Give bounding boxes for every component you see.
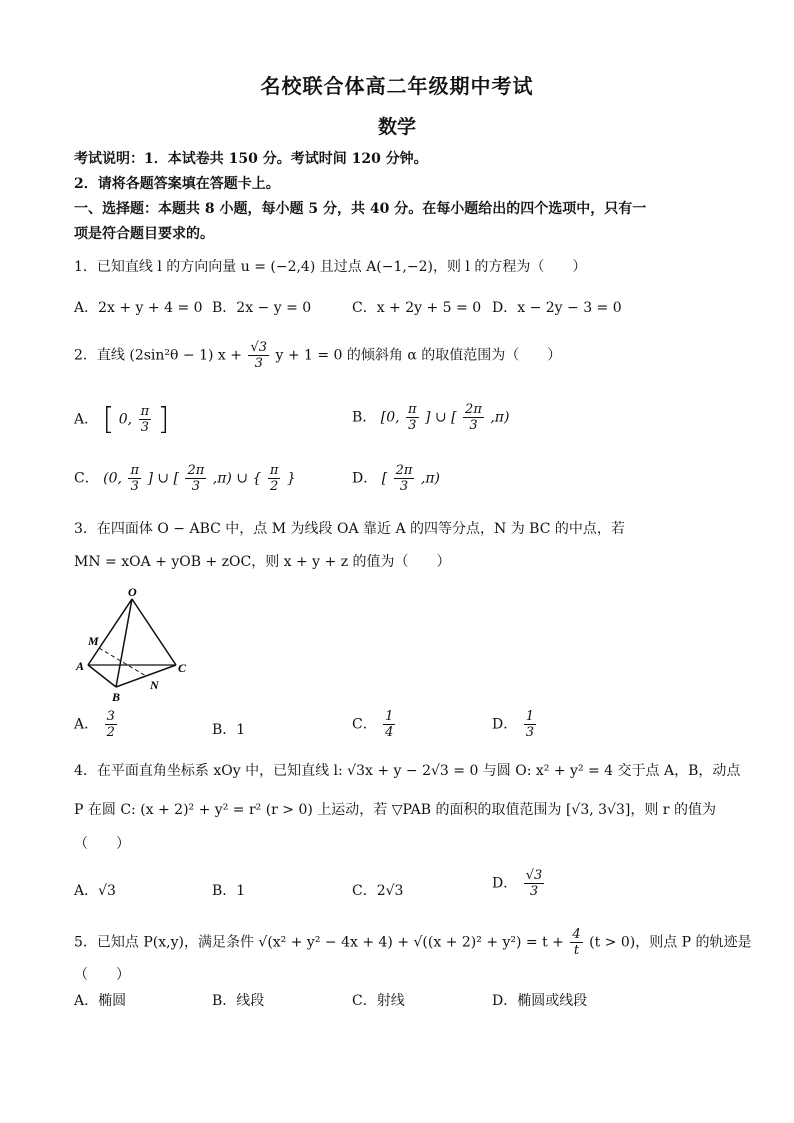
q5-option-c: C．射线: [352, 993, 405, 1009]
q2-option-c-den3: 2: [269, 479, 279, 494]
label-o: O: [128, 585, 137, 599]
q3-option-a-num: 3: [106, 709, 115, 724]
q2-option-a-den: 3: [140, 420, 149, 435]
q5-stem-post: (t > 0)，则点 P 的轨迹是: [589, 934, 752, 951]
q5-option-b: B．线段: [212, 993, 265, 1009]
q3-stem-line-1: 3．在四面体 O − ABC 中，点 M 为线段 OA 靠近 A 的四等分点，N 为 BC 的中点，若: [74, 521, 625, 537]
q5-stem-frac-num: 4: [572, 927, 581, 942]
q2-option-b-label: B．: [352, 409, 377, 426]
q5-stem-pre: 5．已知点 P(x,y)，满足条件 √(x² + y² − 4x + 4) + √((x + 2)² + y²) = t +: [74, 934, 564, 951]
q2-option-c-den1: 3: [130, 479, 139, 494]
q2-option-a: [74, 402, 169, 437]
q3-option-c-frac: [383, 709, 395, 740]
q1-option-c: C．x + 2y + 5 = 0: [352, 300, 482, 316]
q5-stem: [74, 927, 752, 958]
q3-option-d-label: D．: [492, 716, 518, 733]
section-heading-line-1: 一、选择题：本题共 8 小题，每小题 5 分，共 40 分。在每小题给出的四个选项中，只有一: [74, 201, 647, 217]
q3-option-d-num: 1: [525, 709, 534, 724]
q2-stem-frac-num: √3: [250, 340, 267, 355]
exam-subject: 数学: [377, 116, 416, 138]
q4-stem-line-3: （ ）: [74, 836, 130, 852]
q3-option-d-frac: [524, 709, 536, 740]
exam-title: 名校联合体高二年级期中考试: [260, 74, 534, 98]
q3-stem-line-2: MN = xOA + yOB + zOC，则 x + y + z 的值为（ ）: [74, 554, 451, 570]
q3-option-c-label: C．: [352, 716, 377, 733]
label-a: A: [76, 659, 85, 673]
edge-ab: [88, 665, 116, 687]
q4-stem-line-2: P 在圆 C: (x + 2)² + y² = r² (r > 0) 上运动，若 ▽PAB 的面积的取值范围为 [√3, 3√3]，则 r 的值为: [74, 802, 716, 818]
q2-stem-fraction: [248, 340, 269, 371]
q2-option-c-num1: π: [130, 463, 139, 478]
q2-option-b-den1: 3: [408, 418, 417, 433]
q2-option-c-label: C．: [74, 470, 99, 487]
q3-option-a-label: A．: [74, 716, 99, 733]
q4-option-c: C．2√3: [352, 883, 404, 899]
q1-option-b: B．2x − y = 0: [212, 300, 312, 316]
q2-option-b-part3: ,π): [490, 409, 510, 426]
q2-option-d-frac: [394, 463, 415, 494]
label-b: B: [112, 690, 121, 703]
instructions-line-1: 考试说明：1．本试卷共 150 分。考试时间 120 分钟。: [74, 151, 428, 167]
q2-option-a-num: π: [140, 404, 150, 419]
label-n: N: [150, 678, 159, 692]
q3-option-c-den: 4: [385, 725, 394, 740]
q4-option-d-num: √3: [525, 868, 543, 883]
q2-option-c-den2: 3: [191, 479, 201, 494]
edge-oc: [132, 599, 176, 665]
q5-stem-fraction: [570, 927, 582, 958]
q4-option-d-label: D．: [492, 875, 518, 892]
q2-option-d: [352, 463, 440, 494]
q2-option-c-num3: π: [269, 463, 279, 478]
section-heading-line-2: 项是符合题目要求的。: [74, 226, 214, 242]
q1-option-d: D．x − 2y − 3 = 0: [492, 300, 622, 316]
q4-option-a: A．√3: [74, 883, 116, 899]
label-m: M: [88, 634, 99, 648]
q3-option-b: B．1: [212, 722, 246, 738]
q4-stem-line-1: 4．在平面直角坐标系 xOy 中，已知直线 l: √3x + y − 2√3 = 0 与圆 O: x² + y² = 4 交于点 A，B，动点: [74, 763, 741, 779]
q1-option-a: A．2x + y + 4 = 0: [74, 300, 203, 316]
q3-option-a-den: 2: [106, 725, 115, 740]
q3-option-d: [492, 709, 538, 740]
q5-stem-line-2: （ ）: [74, 967, 130, 983]
q5-option-d: D．椭圆或线段: [492, 993, 588, 1009]
q2-stem: [74, 340, 561, 371]
q2-option-c-part3: ,π) ∪ {: [212, 470, 262, 487]
q2-option-c-frac1: [128, 463, 141, 494]
q2-option-a-lbracket: [: [102, 402, 115, 437]
q1-stem: 1．已知直线 l 的方向向量 u = (−2,4) 且过点 A(−1,−2)，则 l 的方程为（ ）: [74, 259, 587, 275]
q2-option-a-rbracket: ]: [157, 402, 170, 437]
q2-option-c: [74, 463, 296, 494]
q2-option-b-part1: [0,: [380, 409, 400, 426]
q4-option-d: [492, 868, 546, 899]
q4-option-d-frac: [524, 868, 545, 899]
instructions-line-2: 2．请将各题答案填在答题卡上。: [74, 176, 280, 192]
q3-option-a-frac: [105, 709, 117, 740]
q2-stem-pre: 2．直线 (2sin²θ − 1) x +: [74, 347, 242, 364]
q2-option-c-part1: (0,: [103, 470, 122, 487]
q4-option-b: B．1: [212, 883, 246, 899]
q2-option-c-part2: ] ∪ [: [147, 470, 180, 487]
q2-option-d-part2: ,π): [420, 470, 441, 487]
q2-option-b-num1: π: [408, 402, 417, 417]
q2-option-c-frac3: [268, 463, 281, 494]
q3-option-d-den: 3: [525, 725, 534, 740]
q2-option-b-num2: 2π: [465, 402, 482, 417]
q2-option-c-part4: }: [286, 470, 296, 487]
label-c: C: [178, 661, 187, 675]
q2-option-a-zero: 0,: [118, 411, 133, 428]
q5-option-a: A．椭圆: [74, 993, 127, 1009]
q2-option-a-label: A．: [74, 411, 99, 428]
q2-stem-frac-den: 3: [254, 356, 263, 371]
q2-option-a-frac: [139, 404, 152, 435]
q4-option-d-den: 3: [529, 884, 539, 899]
q2-stem-post: y + 1 = 0 的倾斜角 α 的取值范围为（ ）: [275, 347, 562, 364]
q2-option-b-frac2: [463, 402, 484, 433]
q2-option-d-num: 2π: [395, 463, 413, 478]
q2-option-b-frac1: [406, 402, 419, 433]
q3-option-a: [74, 709, 119, 740]
q5-stem-frac-den: t: [573, 943, 580, 958]
tetrahedron-figure: [74, 585, 194, 703]
q2-option-b-den2: 3: [469, 418, 478, 433]
q3-option-c: [352, 709, 397, 740]
q2-option-c-num2: 2π: [187, 463, 205, 478]
q3-option-c-num: 1: [385, 709, 394, 724]
q2-option-d-den: 3: [399, 479, 409, 494]
q2-option-b-part2: ] ∪ [: [425, 409, 457, 426]
q2-option-c-frac2: [185, 463, 206, 494]
q2-option-b: [352, 402, 509, 433]
q2-option-d-part1: [: [381, 470, 388, 487]
q2-option-d-label: D．: [352, 470, 378, 487]
